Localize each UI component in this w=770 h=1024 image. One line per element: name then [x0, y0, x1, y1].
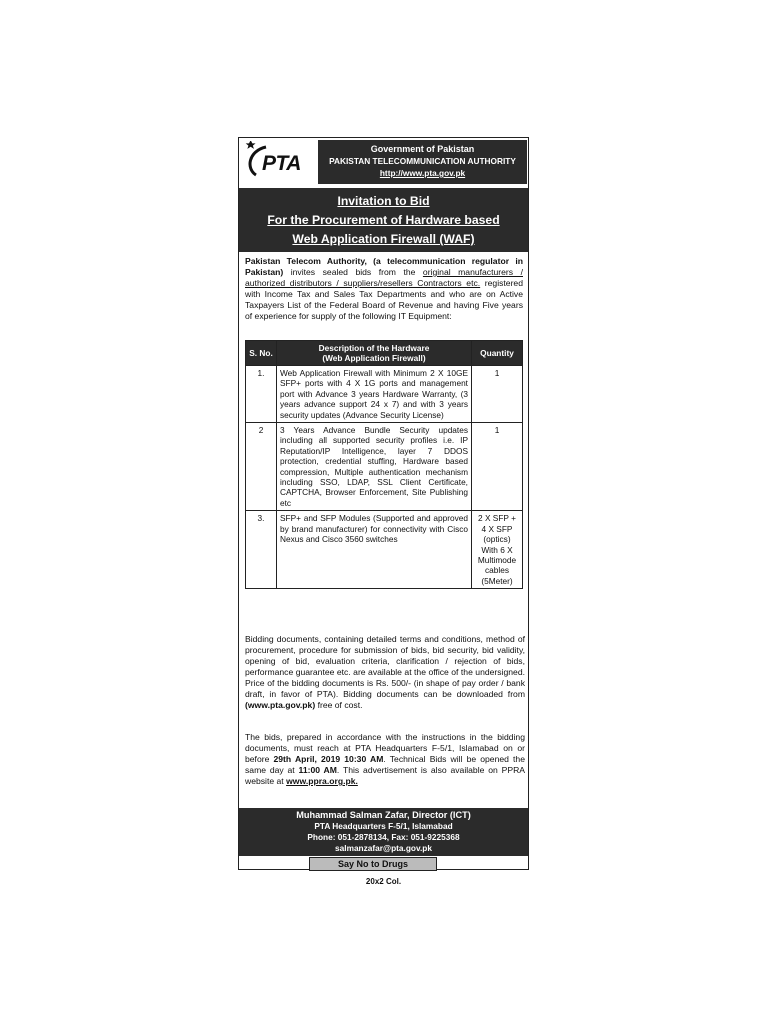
bidding-text-2: free of cost.	[315, 700, 363, 710]
contact-footer	[239, 808, 528, 856]
header-sno: S. No.	[246, 341, 277, 366]
table-header-row	[246, 341, 523, 366]
intro-paragraph	[245, 256, 523, 322]
website-link[interactable]: http://www.pta.gov.pk	[379, 168, 466, 178]
pta-logo	[242, 141, 316, 185]
row-quantity: 1	[472, 366, 523, 423]
bidding-documents-paragraph	[245, 634, 525, 711]
ad-size-note: 20x2 Col.	[365, 877, 402, 886]
authority-name: PAKISTAN TELECOMMUNICATION AUTHORITY	[329, 156, 516, 166]
table-row	[246, 511, 523, 589]
row-quantity: 2 X SFP + 4 X SFP (optics) With 6 X Multimode cables (5Meter)	[472, 511, 523, 589]
organization-block	[318, 140, 527, 184]
header-quantity: Quantity	[472, 341, 523, 366]
submission-deadline: 29th April, 2019 10:30 AM	[273, 754, 384, 764]
contact-email[interactable]: salmanzafar@pta.gov.pk	[335, 843, 432, 853]
bidding-text-1: Bidding documents, containing detailed terms and conditions, method of procurement, procedure for submission of bids, bid security, bid validity, opening of bid, evaluation criteria, clarification / rejection of bids, performance guarantee etc. are available at the office of the undersigned. Price of the bidding documents is Rs. 500/- (in shape of pay order / bank draft, in favor of PTA). Bidding documents can be downloaded from	[245, 634, 525, 699]
row-description: SFP+ and SFP Modules (Supported and approved by brand manufacturer) for connectivity with Cisco Nexus and Cisco 3560 switches	[277, 511, 472, 589]
government-name: Government of Pakistan	[370, 144, 475, 154]
contact-name: Muhammad Salman Zafar	[296, 810, 407, 820]
row-quantity: 1	[472, 423, 523, 511]
advertisement	[238, 137, 529, 870]
header-desc-line-1: Description of the Hardware	[318, 343, 430, 353]
intro-eligible: original manufacturers / authorized distributors / suppliers/resellers Contractors etc.	[245, 267, 523, 288]
bidding-link[interactable]: (www.pta.gov.pk)	[245, 700, 316, 710]
ppra-link[interactable]: www.ppra.org.pk.	[286, 776, 358, 786]
title-band	[239, 188, 528, 252]
row-sno: 1.	[246, 366, 277, 423]
hardware-table	[245, 340, 523, 589]
contact-designation: , Director (ICT)	[406, 810, 471, 820]
header-description	[277, 341, 472, 366]
intro-org: Pakistan Telecom Authority, (a telecommunication regulator in Pakistan)	[245, 256, 523, 277]
row-description: 3 Years Advance Bundle Security updates including all supported security profiles i.e. IP Reputation/IP Intelligence, layer 7 DDOS protection, credential stuffing, Hardware based compression, Multiple authentication mechanism including SSO, LDAP, SSL Client Certificate, CAPTCHA, Browser Enforcement, Site Publishing etc	[277, 423, 472, 511]
submission-text-1: The bids, prepared in accordance with the instructions in the bidding documents, must reach at PTA Headquarters F-5/1, Islamabad on or before	[245, 732, 525, 764]
contact-address: PTA Headquarters F-5/1, Islamabad	[314, 821, 453, 831]
contact-phone: Phone: 051-2878134, Fax: 051-9225368	[307, 832, 460, 842]
table-row	[246, 366, 523, 423]
header-desc-line-2: (Web Application Firewall)	[322, 353, 426, 363]
title-line-3: Web Application Firewall (WAF)	[292, 232, 475, 246]
say-no-to-drugs-banner: Say No to Drugs	[309, 857, 437, 871]
ad-header	[239, 138, 528, 188]
title-line-2: For the Procurement of Hardware based	[267, 213, 500, 227]
row-sno: 3.	[246, 511, 277, 589]
opening-time: 11:00 AM	[298, 765, 337, 775]
contact-name-line	[239, 810, 528, 821]
row-sno: 2	[246, 423, 277, 511]
row-description: Web Application Firewall with Minimum 2 X 10GE SFP+ ports with 4 X 1G ports and management port with Advance 3 years Hardware Warranty, (3 years advance support 24 x 7) and with 3 years security updates (Advance Security License)	[277, 366, 472, 423]
submission-text-3: . This advertisement is also available on PPRA website at	[245, 765, 526, 786]
intro-text-1: invites sealed bids from the	[283, 267, 423, 277]
table-row	[246, 423, 523, 511]
title-line-1: Invitation to Bid	[337, 194, 430, 208]
intro-text-2: registered with Income Tax and Sales Tax Departments and who are on Active Taxpayers List of the Federal Board of Revenue and having Five years of experience for supply of the following IT Equipment:	[245, 278, 523, 321]
submission-paragraph	[245, 732, 525, 787]
logo-text: PTA	[262, 152, 301, 175]
submission-text-2: . Technical Bids will be opened the same day at	[245, 754, 525, 775]
